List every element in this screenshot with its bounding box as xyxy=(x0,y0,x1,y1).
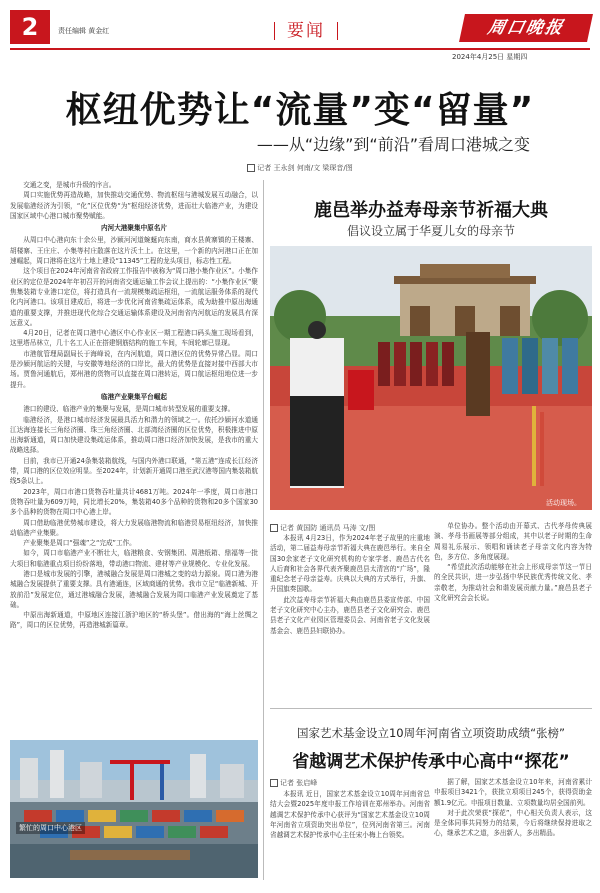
byline-box-icon xyxy=(247,164,255,172)
article3-body-col1 xyxy=(270,789,430,879)
paragraph: 港口的建设、临港产业的集聚与发展，是周口城市转型发展的重要支撑。 xyxy=(23,405,235,414)
paragraph: 本报讯 近日，国家艺术基金设立10周年河南省总结大会暨2025年度申报工作培训在郑州举办。河南省越调艺术保护传承中心获评为“国家艺术基金设立10周年河南省立项资助突出单位”，位列河南省第三。河南省越调艺术保护传承中心主任宋小梅上台领奖。 xyxy=(270,790,430,840)
page-number: 2 xyxy=(10,10,50,44)
paragraph: 这个项目在2024年河南省省政府工作报告中被称为“周口港小集作业区”。小集作业区的定位是2024年年初召开的河南省交通运输工作会议上提出的：“小集作业区”聚焦集装箱专业港口定位，将打造具有一流规模集疏运枢纽，一流航运服务体系的现代化内河港口。该项目建成后，将进一步优化河南省集疏运体系，成为助推中原出海通道的重要支撑，并推进现代化综合交通运输体系建设及河南省内河航运的发展具有深远意义。 xyxy=(10,267,258,327)
article3-pre-headline: 国家艺术基金设立10周年河南省立项资助成绩“张榜” xyxy=(296,726,566,740)
article3-byline xyxy=(270,778,317,788)
paragraph: 临港经济，是港口城市经济发展最具活力和潜力的领域之一。依托沙颍河水道通江达海连接长三角经济圈、珠三角经济圈、北部湾经济圈的区位优势，积极推进中原出海新通道，周口加快建设集疏运体系，推动周口港口经济加快发展，是我市的重大战略选择。 xyxy=(10,415,258,455)
article2-subheadline: 倡议设立属于华夏儿女的母亲节 xyxy=(346,224,515,238)
paragraph: 周口实施优势再造战略，加快推动交通优势、物流枢纽与港城发展互动融合，以发展临港经济为引领，“化”区位优势“为”枢纽经济优势，进而壮大临港产业，为建设国家区域中心港口城市聚势赋能。 xyxy=(10,191,258,220)
article2-byline xyxy=(270,523,375,533)
paragraph: 此次益寿母亲节祈福大典由鹿邑县委宣传部、中国老子文化研究中心主办，鹿邑县老子文化研究会、鹿邑县老子文化产业园区管理委员会、河南省老子文化发展基金会、鹿邑县妇联协办。 xyxy=(270,595,430,635)
paragraph: 目前，我市已开通24条集装箱航线，与国内外港口联通，“第五港”连成长江经济带，周口港的区位效应明显。至2024年，计划新开通周口港至武汉港等国内集装箱航线5条以上。 xyxy=(10,456,258,486)
paragraph: 本报讯 4月23日，作为2024年老子故里的庄重地活动，第二届益寿母亲节祈福大典在鹿邑举行。来自全国30余家老子文化研究机构的专家学者、鹿邑古代名人后裔和社会各界代表齐聚鹿邑县太清宫的“广场”，隆重纪念老子母亲益寿。庆典以大典的方式举行，升旗、升国旗奏国歌。 xyxy=(270,534,430,594)
paragraph: 从周口中心港向东十余公里，沙颍河河道蜿蜒向东南，商水县黄寨镇的王楼寨、胡楼寨、王庄庄、小集等村庄散落在这片沃土上。在这里，一个新的内河港口正在加速崛起，周口港将在这片土地上建设“11345”工程的龙头项目，标志性工程。 xyxy=(10,236,258,266)
paragraph: 据了解，国家艺术基金设立10年来，河南省累计申报项目3421个，获批立项项目245个，获得资助金额1.9亿元。申报项目数量、立项数量均居全国前列。 xyxy=(434,778,592,807)
main-headline: 枢纽优势让“流量”变“留量” xyxy=(65,90,535,131)
paragraph: 港口是城市发展的引擎，港城融合发展是周口港城之变的动力源泉。周口港为港城融合发展提供了重要支撑。具有港通连，区域商通的优势。我市立足“临港新城、开放前沿”发展定位，通过港城融合发展，港城融合发展为周口临港产业发展奠定了基础。 xyxy=(10,569,258,609)
ceremony-photo-caption: 活动现场。 xyxy=(546,499,581,507)
article2-headline: 鹿邑举办益寿母亲节祈福大典 xyxy=(314,200,548,221)
port-photo xyxy=(10,740,258,878)
section-heading: 临港产业聚集平台崛起 xyxy=(101,392,167,401)
paragraph: 2023年，周口市港口货物吞吐量共计4681万吨。2024年一季度，周口市港口货物吞吐量为609万吨，同比增长20%，集装箱40多个品种的货物和20多个国家30多个品种的货物在周口中心港上岸。 xyxy=(10,487,258,517)
main-byline xyxy=(10,163,590,173)
paragraph: 对于此次荣获“探花”，中心相关负责人表示，这是全体同事共同努力的结果，今后将继续保持进取之心，继承艺术之道，多出新人，多出精品。 xyxy=(434,808,592,838)
article-divider xyxy=(270,708,592,709)
section-title: 要闻 xyxy=(262,16,350,41)
article3-headline: 省越调艺术保护传承中心高中“探花” xyxy=(292,752,570,772)
byline-box-icon xyxy=(270,524,278,532)
paragraph: 产业聚集是周口“强魂”之“完成”工作。 xyxy=(23,539,136,548)
article3-byline-text: 记者 张启峰 xyxy=(280,779,318,787)
main-article-body xyxy=(10,180,258,735)
header-rule xyxy=(10,48,590,50)
paragraph: 单位协办。整个活动由开幕式、古代孝母传典展演、孝母书画展等部分组成，其中以老子时期的生命周易礼乐展示、领唱和诵读老子母亲文化内容为特色，多方位、多角度展现。 xyxy=(434,522,592,561)
article2-byline-text: 记者 黄国防 通讯员 马涛 文/图 xyxy=(280,524,376,532)
paragraph: 交通之变，是城市升级的序言。 xyxy=(23,181,116,189)
ceremony-photo xyxy=(270,246,592,510)
byline-box-icon xyxy=(270,779,278,787)
port-photo-caption: 繁忙的周口中心港区 xyxy=(16,822,85,834)
paragraph: 市港航管理局副局长于海峰说，在内河航道，周口港区位的优势异常凸显。周口是沙颍河航运的关键，与安徽等地经济的口岸比，最大的优势是直接对接中西部大市场。贾鲁河通航后，郑州港的货物可以直接在周口港转运，周口航运枢纽地位进一步提升。 xyxy=(10,349,258,389)
paragraph: 周口借助临港优势城市建设，将大力发展临港物流和临港贸易枢纽经济，加快推动临港产业集聚。 xyxy=(10,518,258,537)
paragraph: 如今，周口市临港产业不断壮大，临港粮食、安钢集团、周港纸箱、鼎福等一批大项目和临港重点项目纷纷落地，带动港口物流、建材等产业规模化、专业化发展。 xyxy=(10,549,258,568)
article2-body-col1 xyxy=(270,533,430,698)
article2-body-col2 xyxy=(434,521,592,698)
paragraph: 中原出海新通道，中原地区连接江浙沪地区的“桥头堡”。借出海的“海上丝绸之路”，周口的区位优势，再造港城新篇章。 xyxy=(10,611,258,630)
column-divider xyxy=(263,180,264,880)
newspaper-logo: 周口晚报 xyxy=(459,14,593,42)
editors-line: 责任编辑 黄金红 xyxy=(58,27,110,35)
article3-body-col2 xyxy=(434,777,592,879)
section-heading: 内河大港聚集中原名片 xyxy=(101,224,167,233)
issue-date: 2024年4月25日 星期四 xyxy=(452,53,528,61)
paragraph: “希望此次活动能够在社会上形成母亲节这一节日的全民共识，进一步弘扬中华民族优秀传统文化、孝亲敬老，为推动社会和谐发展贡献力量。”鹿邑县老子文化研究会会长说。 xyxy=(434,563,592,603)
main-subheadline: ——从“边缘”到“前沿”看周口港城之变 xyxy=(256,135,530,154)
paragraph: 4月20日，记者在周口港中心港区中心作业区一期工程港口码头施工现场看到，这里塔吊林立，几十名工人正在搭建钢筋结构的施工车间，车间轮廓已显现。 xyxy=(10,329,258,348)
main-byline-text: 记者 王永剑 何南/文 梁琛音/图 xyxy=(257,164,353,172)
